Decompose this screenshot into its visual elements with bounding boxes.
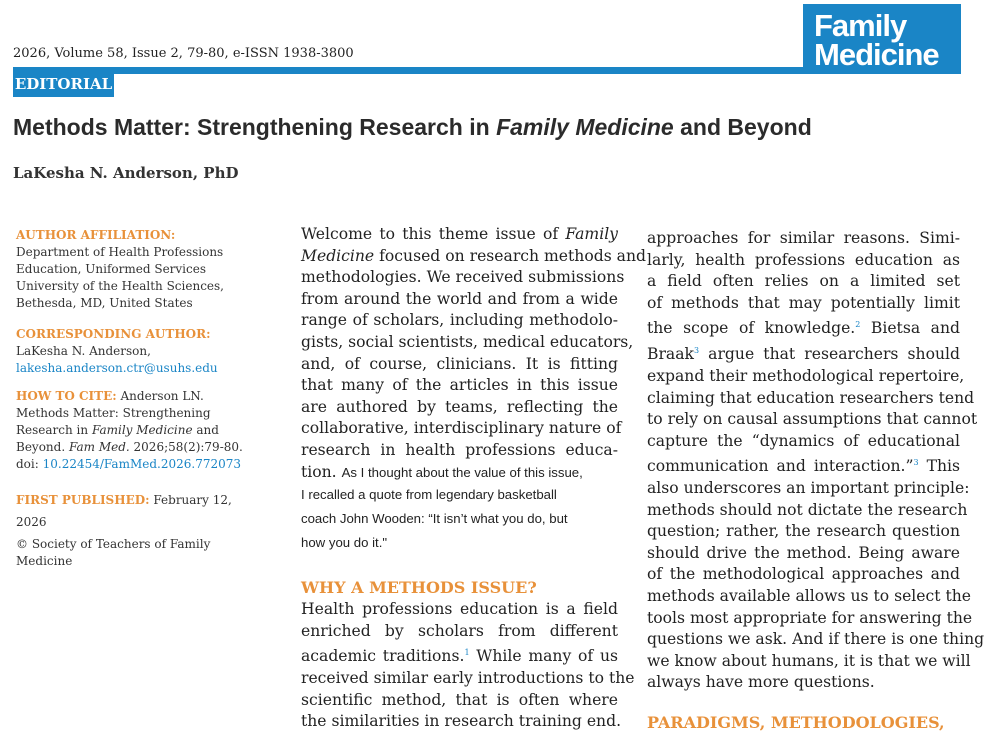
text-line <box>301 246 646 268</box>
text-line: we know about humans, it is that we will <box>647 651 971 670</box>
text-line: questions we ask. And if there is one thing <box>647 630 985 649</box>
text: Braak <box>647 345 694 364</box>
journal-italic: Family <box>565 225 618 243</box>
body-column-2 <box>647 228 985 734</box>
body-column-1 <box>301 224 646 733</box>
text-line: methodologies. We received submissions <box>301 268 625 287</box>
text-line: range of scholars, including methodolo- <box>301 311 618 330</box>
text-line: claiming that education researchers tend <box>647 388 975 407</box>
copyright-line: © Society of Teachers of Family <box>16 537 211 551</box>
text-line: capture the “dynamics of educational <box>647 431 960 450</box>
text-line: methods should not dictate the research <box>647 500 968 519</box>
cite-line <box>16 439 256 456</box>
corresponding-email-link[interactable]: lakesha.anderson.ctr@usuhs.edu <box>16 361 218 375</box>
reference-link[interactable]: 3 <box>913 458 919 468</box>
text: the scope of knowledge. <box>647 319 856 338</box>
text-line: tools most appropriate for answering the <box>647 608 973 627</box>
reference-link[interactable]: 3 <box>693 346 700 356</box>
title-suffix: and Beyond <box>673 114 812 140</box>
cite-text: 2026;58(2):79-80. <box>129 440 243 454</box>
author-byline: LaKesha N. Anderson, PhD <box>13 164 239 182</box>
text: While many of us <box>469 647 618 666</box>
published-label: FIRST PUBLISHED: <box>16 493 150 507</box>
logo-line-1: Family <box>814 8 907 43</box>
text-sans: As I thought about the value of this issue, <box>341 464 583 480</box>
text-line <box>301 224 618 246</box>
affiliation-label: AUTHOR AFFILIATION: <box>16 228 176 242</box>
text-line: methods available allows us to select the <box>647 587 972 606</box>
cite-text: Research in <box>16 423 92 437</box>
text-line: and, of course, clinicians. It is fitting <box>301 354 618 373</box>
affiliation-line: Department of Health Professions <box>16 245 224 259</box>
text-line <box>647 314 960 340</box>
cite-line: Methods Matter: Strengthening <box>16 406 211 420</box>
journal-logo[interactable] <box>803 4 961 74</box>
journal-italic: Medicine <box>301 246 375 265</box>
text-line: I recalled a quote from legendary basketball <box>301 487 557 503</box>
text: focused on research methods and <box>374 246 646 265</box>
published-block <box>16 489 256 533</box>
text-line <box>647 340 960 366</box>
copyright-block <box>16 536 256 570</box>
text: argue that researchers should <box>699 345 960 364</box>
affiliation-line: University of the Health Sciences, <box>16 279 224 293</box>
text-line <box>301 642 618 668</box>
text-line: the similarities in research training end. <box>301 712 622 731</box>
text: communication and interaction.” <box>647 457 914 476</box>
text-line: question; rather, the research question <box>647 522 960 541</box>
text-line: enriched by scholars from different <box>301 621 618 640</box>
text-line: of the methodological approaches and <box>647 565 960 584</box>
text-line <box>647 452 960 478</box>
title-italic: Family Medicine <box>496 114 674 140</box>
text-line: research in health professions educa- <box>301 440 618 459</box>
corresponding-label: CORRESPONDING AUTHOR: <box>16 327 211 341</box>
text-line: a field often relies on a limited set <box>647 272 960 291</box>
cite-label: HOW TO CITE: <box>16 389 117 403</box>
reference-link[interactable]: 1 <box>464 648 470 658</box>
text: academic traditions. <box>301 647 465 666</box>
text-line: Health professions education is a field <box>301 600 618 619</box>
text-line: received similar early introductions to the <box>301 669 635 688</box>
article-title <box>13 114 812 141</box>
text: tion. <box>301 462 342 481</box>
affiliation-line: Education, Uniformed Services <box>16 262 207 276</box>
published-date: February 12, <box>149 493 232 507</box>
cite-text: and <box>192 423 219 437</box>
reference-link[interactable]: 2 <box>855 320 861 330</box>
corresponding-name: LaKesha N. Anderson, <box>16 344 151 358</box>
text-line: from around the world and from a wide <box>301 289 618 308</box>
citation-line: 2026, Volume 58, Issue 2, 79-80, e-ISSN 1938-3800 <box>13 46 354 61</box>
text-line <box>301 462 618 484</box>
text-line: larly, health professions education as <box>647 250 960 269</box>
section-tag: EDITORIAL <box>13 71 114 97</box>
text-line: gists, social scientists, medical educators, <box>301 332 634 351</box>
cite-text: Beyond. <box>16 440 69 454</box>
text-line: collaborative, interdisciplinary nature of <box>301 419 622 438</box>
text-line: how you do it." <box>301 535 388 551</box>
cite-author: Anderson LN. <box>116 389 204 403</box>
corresponding-block <box>16 326 256 377</box>
text-line: coach John Wooden: “It isn’t what you do, but <box>301 511 568 527</box>
affiliation-line: Bethesda, MD, United States <box>16 296 193 310</box>
text-line: of methods that may potentially limit <box>647 293 960 312</box>
section-heading: WHY A METHODS ISSUE? <box>301 578 537 598</box>
copyright-line: Medicine <box>16 554 73 568</box>
text-line: should drive the method. Being aware <box>647 543 960 562</box>
cite-block <box>16 388 256 473</box>
logo-line-2: Medicine <box>814 37 939 72</box>
title-prefix: Methods Matter: Strengthening Research in <box>13 114 497 140</box>
text-line: scientific method, that is often where <box>301 690 618 709</box>
text: Welcome to this theme issue of <box>301 225 566 243</box>
text-line: always have more questions. <box>647 673 875 692</box>
section-heading: PARADIGMS, METHODOLOGIES, <box>647 713 945 733</box>
text-line: approaches for similar reasons. Simi- <box>647 229 960 247</box>
doi-link[interactable]: 10.22454/FamMed.2026.772073 <box>42 457 242 471</box>
text: This <box>918 457 961 476</box>
cite-journal-italic: Family Medicine <box>91 423 193 437</box>
text-line: that many of the articles in this issue <box>301 376 618 395</box>
cite-line <box>16 456 256 473</box>
text-line: also underscores an important principle: <box>647 479 970 498</box>
cite-line <box>16 422 256 439</box>
doi-label: doi: <box>16 457 43 471</box>
text: Bietsa and <box>860 319 960 338</box>
cite-abbrev-italic: Fam Med. <box>68 440 130 454</box>
text-line: to rely on causal assumptions that cannot <box>647 410 978 429</box>
text-line: are authored by teams, reflecting the <box>301 397 618 416</box>
text-line: expand their methodological repertoire, <box>647 366 965 385</box>
affiliation-block <box>16 227 256 312</box>
published-year: 2026 <box>16 515 47 529</box>
